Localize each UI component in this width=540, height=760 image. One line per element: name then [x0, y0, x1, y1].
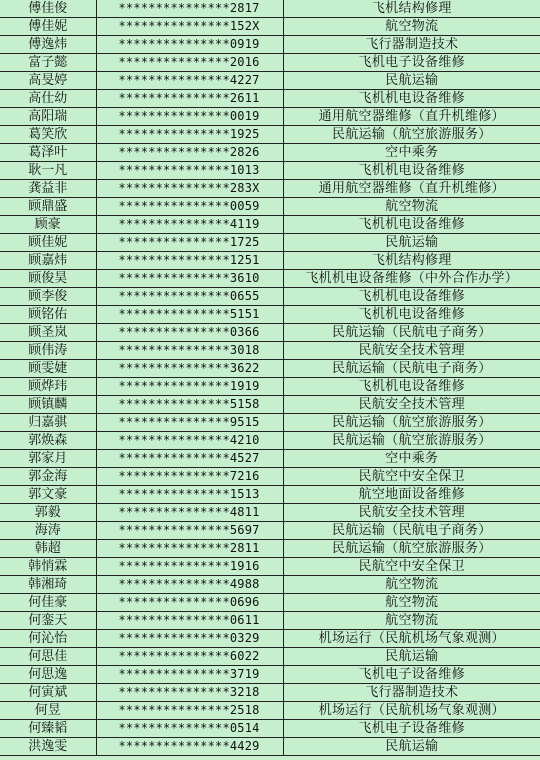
id-number-cell[interactable]: ***************1725 [96, 234, 283, 252]
major-cell[interactable]: 民航运输（航空旅游服务） [283, 540, 540, 558]
name-cell[interactable]: 顾镇麟 [0, 396, 96, 414]
id-number-cell[interactable]: ***************1916 [96, 558, 283, 576]
table-row[interactable] [0, 162, 540, 180]
major-cell[interactable]: 飞机机电设备维修 [283, 288, 540, 306]
major-cell[interactable]: 飞机电子设备维修 [283, 666, 540, 684]
id-number-cell[interactable]: ***************0059 [96, 198, 283, 216]
name-cell[interactable]: 顾圣岚 [0, 324, 96, 342]
id-number-cell[interactable]: ***************0366 [96, 324, 283, 342]
id-number-cell[interactable]: ***************2811 [96, 540, 283, 558]
table-row[interactable] [0, 540, 540, 558]
table-row[interactable] [0, 522, 540, 540]
id-number-cell[interactable]: ***************4210 [96, 432, 283, 450]
name-cell[interactable]: 顾嘉炜 [0, 252, 96, 270]
major-cell[interactable]: 飞机结构修理 [283, 0, 540, 18]
id-number-cell[interactable]: ***************6022 [96, 648, 283, 666]
name-cell[interactable]: 龚益非 [0, 180, 96, 198]
table-row[interactable] [0, 306, 540, 324]
major-cell[interactable]: 民航运输 [283, 738, 540, 756]
name-cell[interactable]: 高阳瑞 [0, 108, 96, 126]
major-cell[interactable]: 航空物流 [283, 612, 540, 630]
id-number-cell[interactable]: ***************1925 [96, 126, 283, 144]
name-cell[interactable]: 郭文豪 [0, 486, 96, 504]
table-row[interactable] [0, 612, 540, 630]
id-number-cell[interactable]: ***************5697 [96, 522, 283, 540]
name-cell[interactable]: 傅佳俊 [0, 0, 96, 18]
major-cell[interactable]: 航空地面设备维修 [283, 486, 540, 504]
major-cell[interactable]: 飞机结构修理 [283, 252, 540, 270]
major-cell[interactable]: 飞行器制造技术 [283, 36, 540, 54]
name-cell[interactable]: 郭金海 [0, 468, 96, 486]
id-number-cell[interactable]: ***************2826 [96, 144, 283, 162]
id-number-cell[interactable]: ***************4429 [96, 738, 283, 756]
major-cell[interactable]: 空中乘务 [283, 144, 540, 162]
id-number-cell[interactable]: ***************1013 [96, 162, 283, 180]
table-row[interactable] [0, 666, 540, 684]
id-number-cell[interactable]: ***************283X [96, 180, 283, 198]
id-number-cell[interactable]: ***************0696 [96, 594, 283, 612]
table-row[interactable] [0, 216, 540, 234]
id-number-cell[interactable]: ***************7216 [96, 468, 283, 486]
id-number-cell[interactable]: ***************152X [96, 18, 283, 36]
major-cell[interactable]: 飞机电子设备维修 [283, 54, 540, 72]
table-row[interactable] [0, 594, 540, 612]
id-number-cell[interactable]: ***************3719 [96, 666, 283, 684]
table-row[interactable] [0, 630, 540, 648]
name-cell[interactable]: 洪逸雯 [0, 738, 96, 756]
name-cell[interactable]: 顾铭佑 [0, 306, 96, 324]
name-cell[interactable]: 何昱 [0, 702, 96, 720]
name-cell[interactable]: 高仕幼 [0, 90, 96, 108]
table-row[interactable] [0, 270, 540, 288]
table-row[interactable] [0, 558, 540, 576]
major-cell[interactable]: 民航空中安全保卫 [283, 558, 540, 576]
id-number-cell[interactable]: ***************3218 [96, 684, 283, 702]
name-cell[interactable]: 何寅斌 [0, 684, 96, 702]
name-cell[interactable]: 顾李俊 [0, 288, 96, 306]
major-cell[interactable]: 飞机机电设备维修 [283, 216, 540, 234]
table-row[interactable] [0, 0, 540, 18]
id-number-cell[interactable]: ***************0329 [96, 630, 283, 648]
major-cell[interactable]: 飞机机电设备维修（中外合作办学） [283, 270, 540, 288]
major-cell[interactable]: 航空物流 [283, 18, 540, 36]
table-row[interactable] [0, 576, 540, 594]
table-row[interactable] [0, 324, 540, 342]
name-cell[interactable]: 海涛 [0, 522, 96, 540]
table-row[interactable] [0, 18, 540, 36]
major-cell[interactable]: 民航运输（民航电子商务） [283, 360, 540, 378]
major-cell[interactable]: 飞机机电设备维修 [283, 306, 540, 324]
major-cell[interactable]: 空中乘务 [283, 450, 540, 468]
id-number-cell[interactable]: ***************4988 [96, 576, 283, 594]
major-cell[interactable]: 飞行器制造技术 [283, 684, 540, 702]
table-row[interactable] [0, 90, 540, 108]
major-cell[interactable]: 民航安全技术管理 [283, 504, 540, 522]
major-cell[interactable]: 民航运输（民航电子商务） [283, 522, 540, 540]
id-number-cell[interactable]: ***************0514 [96, 720, 283, 738]
name-cell[interactable]: 耿一凡 [0, 162, 96, 180]
table-row[interactable] [0, 252, 540, 270]
major-cell[interactable]: 民航运输（航空旅游服务） [283, 432, 540, 450]
table-row[interactable] [0, 234, 540, 252]
id-number-cell[interactable]: ***************9515 [96, 414, 283, 432]
table-row[interactable] [0, 720, 540, 738]
id-number-cell[interactable]: ***************0019 [96, 108, 283, 126]
table-row[interactable] [0, 468, 540, 486]
name-cell[interactable]: 何思逸 [0, 666, 96, 684]
id-number-cell[interactable]: ***************1919 [96, 378, 283, 396]
table-row[interactable] [0, 54, 540, 72]
name-cell[interactable]: 顾烨玮 [0, 378, 96, 396]
id-number-cell[interactable]: ***************2518 [96, 702, 283, 720]
table-row[interactable] [0, 684, 540, 702]
name-cell[interactable]: 何沁怡 [0, 630, 96, 648]
major-cell[interactable]: 民航运输 [283, 72, 540, 90]
id-number-cell[interactable]: ***************5151 [96, 306, 283, 324]
table-row[interactable] [0, 360, 540, 378]
name-cell[interactable]: 何佳豪 [0, 594, 96, 612]
table-row[interactable] [0, 180, 540, 198]
table-row[interactable] [0, 504, 540, 522]
name-cell[interactable]: 顾鼎盛 [0, 198, 96, 216]
major-cell[interactable]: 民航安全技术管理 [283, 342, 540, 360]
table-row[interactable] [0, 198, 540, 216]
table-row[interactable] [0, 342, 540, 360]
major-cell[interactable]: 民航安全技术管理 [283, 396, 540, 414]
major-cell[interactable]: 飞机电子设备维修 [283, 720, 540, 738]
id-number-cell[interactable]: ***************0611 [96, 612, 283, 630]
id-number-cell[interactable]: ***************3610 [96, 270, 283, 288]
name-cell[interactable]: 高旻婷 [0, 72, 96, 90]
id-number-cell[interactable]: ***************5158 [96, 396, 283, 414]
major-cell[interactable]: 民航空中安全保卫 [283, 468, 540, 486]
table-row[interactable] [0, 486, 540, 504]
name-cell[interactable]: 傅逸炜 [0, 36, 96, 54]
name-cell[interactable]: 富子懿 [0, 54, 96, 72]
name-cell[interactable]: 顾豪 [0, 216, 96, 234]
name-cell[interactable]: 顾伟涛 [0, 342, 96, 360]
major-cell[interactable]: 航空物流 [283, 576, 540, 594]
name-cell[interactable]: 韩湘琦 [0, 576, 96, 594]
table-row[interactable] [0, 414, 540, 432]
table-row[interactable] [0, 36, 540, 54]
name-cell[interactable]: 顾俊昊 [0, 270, 96, 288]
major-cell[interactable]: 通用航空器维修（直升机维修） [283, 108, 540, 126]
name-cell[interactable]: 顾雯婕 [0, 360, 96, 378]
major-cell[interactable]: 飞机机电设备维修 [283, 162, 540, 180]
major-cell[interactable]: 民航运输 [283, 234, 540, 252]
major-cell[interactable]: 民航运输 [283, 648, 540, 666]
table-row[interactable] [0, 432, 540, 450]
id-number-cell[interactable]: ***************2611 [96, 90, 283, 108]
table-row[interactable] [0, 126, 540, 144]
table-row[interactable] [0, 378, 540, 396]
id-number-cell[interactable]: ***************2016 [96, 54, 283, 72]
major-cell[interactable]: 航空物流 [283, 594, 540, 612]
id-number-cell[interactable]: ***************1513 [96, 486, 283, 504]
table-row[interactable] [0, 144, 540, 162]
id-number-cell[interactable]: ***************0655 [96, 288, 283, 306]
table-row[interactable] [0, 702, 540, 720]
major-cell[interactable]: 飞机机电设备维修 [283, 90, 540, 108]
id-number-cell[interactable]: ***************3018 [96, 342, 283, 360]
id-number-cell[interactable]: ***************3622 [96, 360, 283, 378]
major-cell[interactable]: 民航运输（航空旅游服务） [283, 414, 540, 432]
id-number-cell[interactable]: ***************4119 [96, 216, 283, 234]
major-cell[interactable]: 民航运输（航空旅游服务） [283, 126, 540, 144]
major-cell[interactable]: 机场运行（民航机场气象观测） [283, 630, 540, 648]
name-cell[interactable]: 傅佳妮 [0, 18, 96, 36]
table-row[interactable] [0, 72, 540, 90]
name-cell[interactable]: 郭毅 [0, 504, 96, 522]
id-number-cell[interactable]: ***************0919 [96, 36, 283, 54]
table-row[interactable] [0, 738, 540, 756]
name-cell[interactable]: 何臻韬 [0, 720, 96, 738]
name-cell[interactable]: 郭家月 [0, 450, 96, 468]
table-row[interactable] [0, 288, 540, 306]
major-cell[interactable]: 民航运输（民航电子商务） [283, 324, 540, 342]
table-row[interactable] [0, 396, 540, 414]
id-number-cell[interactable]: ***************2817 [96, 0, 283, 18]
major-cell[interactable]: 通用航空器维修（直升机维修） [283, 180, 540, 198]
name-cell[interactable]: 韩悄霖 [0, 558, 96, 576]
name-cell[interactable]: 顾佳妮 [0, 234, 96, 252]
id-number-cell[interactable]: ***************4527 [96, 450, 283, 468]
name-cell[interactable]: 郭焕森 [0, 432, 96, 450]
name-cell[interactable]: 何銮天 [0, 612, 96, 630]
table-row[interactable] [0, 450, 540, 468]
major-cell[interactable]: 机场运行（民航机场气象观测） [283, 702, 540, 720]
name-cell[interactable]: 葛笑欣 [0, 126, 96, 144]
id-number-cell[interactable]: ***************1251 [96, 252, 283, 270]
major-cell[interactable]: 航空物流 [283, 198, 540, 216]
name-cell[interactable]: 葛泽叶 [0, 144, 96, 162]
id-number-cell[interactable]: ***************4811 [96, 504, 283, 522]
table-row[interactable] [0, 108, 540, 126]
name-cell[interactable]: 韩超 [0, 540, 96, 558]
table-row[interactable] [0, 648, 540, 666]
id-number-cell[interactable]: ***************4227 [96, 72, 283, 90]
major-cell[interactable]: 飞机机电设备维修 [283, 378, 540, 396]
name-cell[interactable]: 何思佳 [0, 648, 96, 666]
name-cell[interactable]: 归嘉骐 [0, 414, 96, 432]
